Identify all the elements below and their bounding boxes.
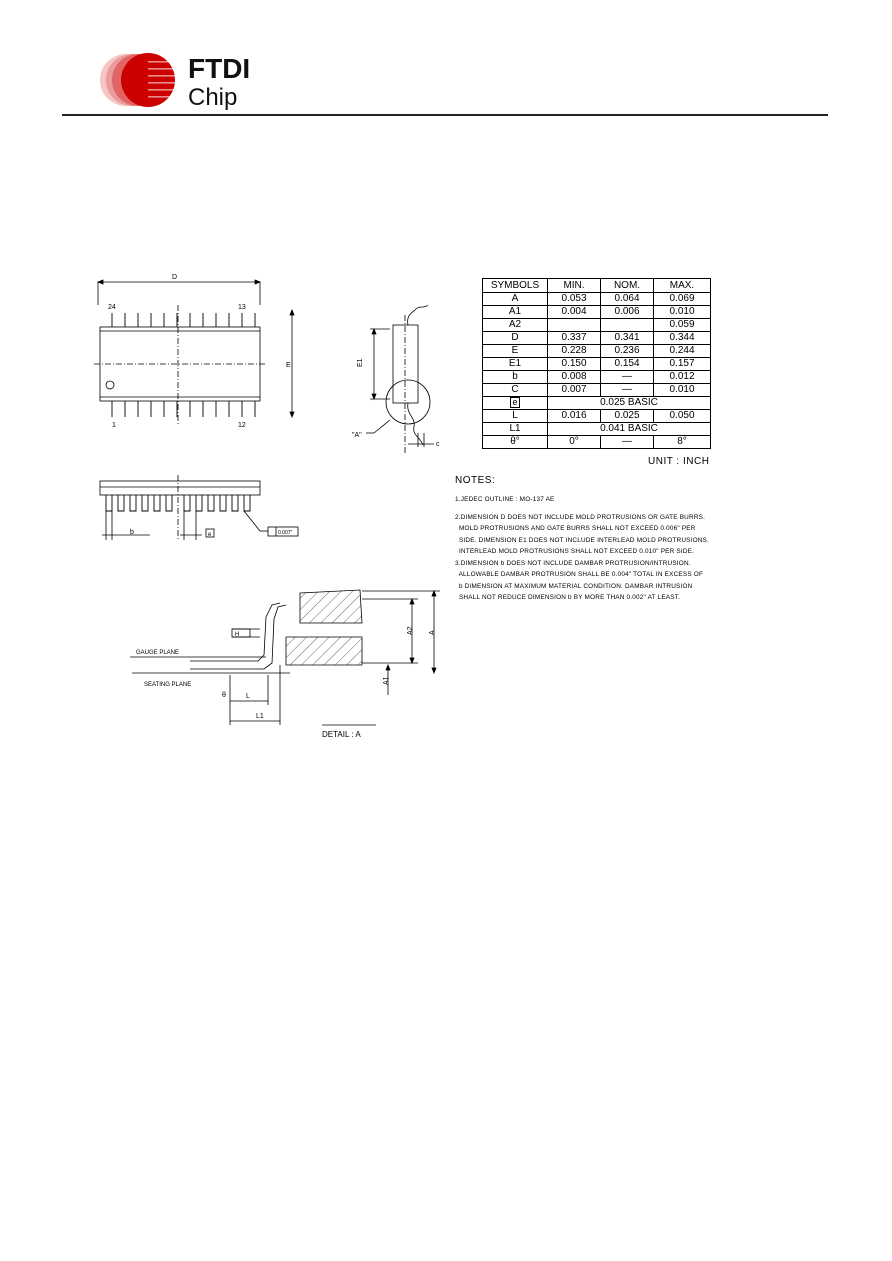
label-tolerance: 0.007" bbox=[278, 530, 293, 536]
table-row bbox=[483, 319, 711, 332]
symbol-cell: b bbox=[483, 371, 548, 384]
table-row bbox=[483, 423, 711, 436]
nom-cell: 0.064 bbox=[601, 293, 654, 306]
table-row bbox=[483, 293, 711, 306]
note-item: 2.DIMENSION D DOES NOT INCLUDE MOLD PROTRUSIONS OR GATE BURRS. MOLD PROTRUSIONS AND GATE BURRS SHALL NOT EXCEED 0.006" PER SIDE. DIMENSION E1 DOES NOT INCLUDE INTERLEAD MOLD PROTRUSIONS. INTERLEAD MOLD PROTRUSIONS SHALL NOT EXCEED 0.010" PER SIDE. bbox=[455, 513, 709, 555]
symbol-cell: A bbox=[483, 293, 548, 306]
label-pin-1: 1 bbox=[112, 422, 116, 429]
col-header-nom: NOM. bbox=[601, 279, 654, 293]
symbol-cell: A2 bbox=[483, 319, 548, 332]
min-cell: 0.008 bbox=[548, 371, 601, 384]
note-item: 1.JEDEC OUTLINE : MO-137 AE bbox=[455, 496, 555, 503]
max-cell: 0.010 bbox=[654, 306, 711, 319]
table-row bbox=[483, 436, 711, 449]
table-header-row bbox=[483, 279, 711, 293]
min-cell: 0.016 bbox=[548, 410, 601, 423]
label-pin-24: 24 bbox=[108, 304, 116, 311]
nom-cell: 0.236 bbox=[601, 345, 654, 358]
nom-cell: — bbox=[601, 371, 654, 384]
symbol-cell: A1 bbox=[483, 306, 548, 319]
nom-cell: 0.341 bbox=[601, 332, 654, 345]
label-c: c bbox=[436, 441, 440, 448]
label-l: L bbox=[246, 693, 250, 700]
label-seating-plane: SEATING PLANE bbox=[144, 682, 192, 688]
table-row bbox=[483, 358, 711, 371]
symbol-cell: C bbox=[483, 384, 548, 397]
table-row bbox=[483, 371, 711, 384]
label-detail-ref: "A" bbox=[352, 432, 362, 439]
ftdi-chip-logo bbox=[92, 50, 262, 114]
dimensions-table bbox=[482, 278, 711, 449]
table-row bbox=[483, 397, 711, 410]
symbol-cell: E1 bbox=[483, 358, 548, 371]
max-cell: 0.059 bbox=[654, 319, 711, 332]
span-cell: 0.025 BASIC bbox=[548, 397, 711, 410]
detail-title: DETAIL : A bbox=[322, 730, 361, 739]
symbol-cell: D bbox=[483, 332, 548, 345]
label-pin-12: 12 bbox=[238, 422, 246, 429]
label-a1: A1 bbox=[383, 676, 390, 685]
label-pin-13: 13 bbox=[238, 304, 246, 311]
max-cell: 0.344 bbox=[654, 332, 711, 345]
label-b: b bbox=[130, 529, 134, 536]
max-cell: 0.012 bbox=[654, 371, 711, 384]
symbol-cell bbox=[483, 397, 548, 410]
note-item: 3.DIMENSION b DOES NOT INCLUDE DAMBAR PROTRUSION/INTRUSION. ALLOWABLE DAMBAR PROTRUSION SHALL BE 0.004" TOTAL IN EXCESS OF b DIMENSION AT MAXIMUM MATERIAL CONDITION. DAMBAR INTRUSION SHALL NOT REDUCE DIMENSION b BY MORE THAN 0.002" AT LEAST. bbox=[455, 559, 704, 601]
col-header-symbols: SYMBOLS bbox=[483, 279, 548, 293]
package-outline-drawing bbox=[90, 265, 460, 745]
table-row bbox=[483, 332, 711, 345]
label-d: D bbox=[172, 274, 178, 281]
table-row bbox=[483, 345, 711, 358]
label-e: E bbox=[286, 362, 291, 369]
label-angle: θ bbox=[222, 692, 226, 699]
min-cell: 0.228 bbox=[548, 345, 601, 358]
notes-title: NOTES: bbox=[455, 475, 496, 486]
label-e1: E1 bbox=[357, 358, 364, 367]
max-cell: 0.069 bbox=[654, 293, 711, 306]
max-cell: 0.157 bbox=[654, 358, 711, 371]
page-header bbox=[0, 0, 892, 120]
min-cell: 0.004 bbox=[548, 306, 601, 319]
table-row bbox=[483, 306, 711, 319]
symbol-cell: L bbox=[483, 410, 548, 423]
label-a: A bbox=[429, 630, 436, 635]
table-row bbox=[483, 384, 711, 397]
label-a2: A2 bbox=[407, 626, 414, 635]
symbol-cell: L1 bbox=[483, 423, 548, 436]
symbol-cell: θ° bbox=[483, 436, 548, 449]
max-cell: 0.010 bbox=[654, 384, 711, 397]
boxed-symbol: e bbox=[512, 397, 518, 407]
symbol-cell: E bbox=[483, 345, 548, 358]
max-cell: 0.244 bbox=[654, 345, 711, 358]
max-cell: 0.050 bbox=[654, 410, 711, 423]
header-divider bbox=[62, 114, 828, 116]
max-cell: 8° bbox=[654, 436, 711, 449]
logo-sub-text: Chip bbox=[188, 84, 238, 111]
min-cell: 0.150 bbox=[548, 358, 601, 371]
unit-label: UNIT : INCH bbox=[648, 456, 710, 467]
span-cell: 0.041 BASIC bbox=[548, 423, 711, 436]
nom-cell: 0.154 bbox=[601, 358, 654, 371]
top-view bbox=[94, 280, 294, 425]
label-gauge: H bbox=[235, 632, 240, 638]
nom-cell: 0.006 bbox=[601, 306, 654, 319]
label-e-pitch: e bbox=[208, 532, 212, 538]
min-cell: 0.053 bbox=[548, 293, 601, 306]
nom-cell: — bbox=[601, 436, 654, 449]
label-l1: L1 bbox=[256, 713, 264, 720]
col-header-max: MAX. bbox=[654, 279, 711, 293]
min-cell: 0° bbox=[548, 436, 601, 449]
detail-a-view bbox=[130, 590, 440, 725]
notes-section bbox=[455, 475, 785, 604]
side-view bbox=[366, 305, 434, 455]
min-cell bbox=[548, 319, 601, 332]
logo-brand-text: FTDI bbox=[188, 53, 251, 84]
min-cell: 0.337 bbox=[548, 332, 601, 345]
col-header-min: MIN. bbox=[548, 279, 601, 293]
nom-cell: 0.025 bbox=[601, 410, 654, 423]
nom-cell: — bbox=[601, 384, 654, 397]
label-gauge-plane: GAUGE PLANE bbox=[136, 650, 180, 656]
table-row bbox=[483, 410, 711, 423]
nom-cell bbox=[601, 319, 654, 332]
min-cell: 0.007 bbox=[548, 384, 601, 397]
